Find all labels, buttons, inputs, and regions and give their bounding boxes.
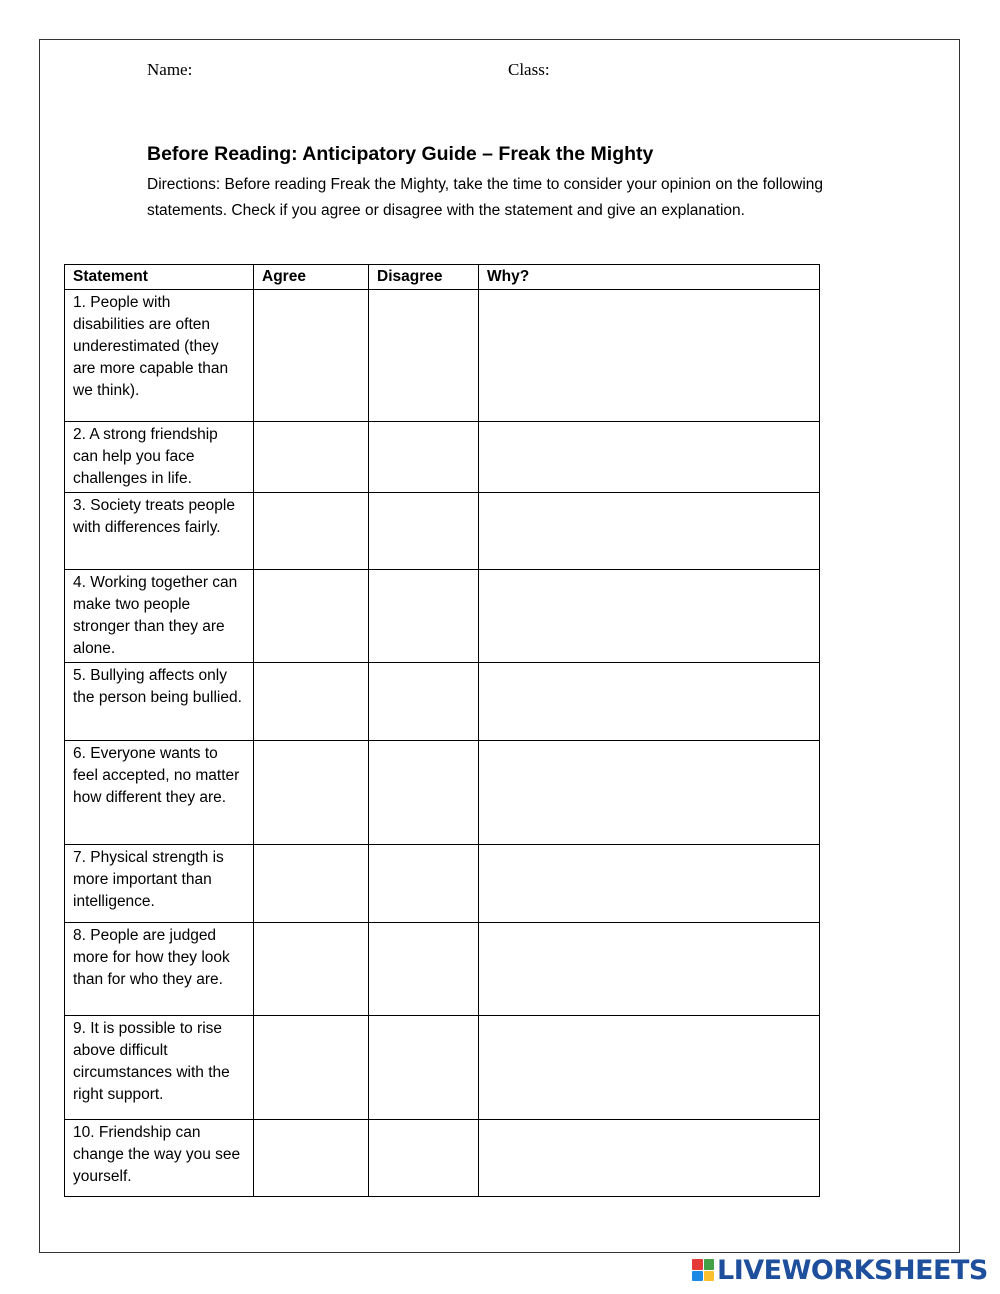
statement-cell: 4. Working together can make two people stronger than they are alone. bbox=[65, 570, 254, 663]
statement-cell: 7. Physical strength is more important than intelligence. bbox=[65, 845, 254, 923]
table-row bbox=[65, 290, 820, 422]
table-header-row bbox=[65, 265, 820, 290]
statement-cell: 3. Society treats people with differences fairly. bbox=[65, 493, 254, 570]
column-header-statement: Statement bbox=[65, 265, 254, 290]
disagree-cell[interactable] bbox=[369, 1016, 479, 1120]
table-row bbox=[65, 1016, 820, 1120]
agree-cell[interactable] bbox=[254, 493, 369, 570]
liveworksheets-logo[interactable] bbox=[692, 1256, 988, 1284]
why-cell[interactable] bbox=[479, 663, 820, 741]
agree-cell[interactable] bbox=[254, 570, 369, 663]
liveworksheets-logo-text: LIVEWORKSHEETS bbox=[717, 1254, 988, 1286]
liveworksheets-logo-icon bbox=[692, 1259, 714, 1281]
agree-cell[interactable] bbox=[254, 290, 369, 422]
disagree-cell[interactable] bbox=[369, 1120, 479, 1197]
disagree-cell[interactable] bbox=[369, 923, 479, 1016]
table-row bbox=[65, 845, 820, 923]
why-cell[interactable] bbox=[479, 493, 820, 570]
disagree-cell[interactable] bbox=[369, 570, 479, 663]
why-cell[interactable] bbox=[479, 845, 820, 923]
statement-cell: 10. Friendship can change the way you see yourself. bbox=[65, 1120, 254, 1197]
table-row bbox=[65, 570, 820, 663]
agree-cell[interactable] bbox=[254, 845, 369, 923]
statement-cell: 2. A strong friendship can help you face challenges in life. bbox=[65, 422, 254, 493]
statement-cell: 5. Bullying affects only the person being bullied. bbox=[65, 663, 254, 741]
why-cell[interactable] bbox=[479, 422, 820, 493]
table-row bbox=[65, 422, 820, 493]
column-header-why: Why? bbox=[479, 265, 820, 290]
directions-text: Directions: Before reading Freak the Mighty, take the time to consider your opinion on the following statements. Check if you agree or disagree with the statement and give an explanation. bbox=[147, 176, 824, 219]
why-cell[interactable] bbox=[479, 290, 820, 422]
disagree-cell[interactable] bbox=[369, 493, 479, 570]
column-header-disagree: Disagree bbox=[369, 265, 479, 290]
disagree-cell[interactable] bbox=[369, 663, 479, 741]
agree-cell[interactable] bbox=[254, 741, 369, 845]
why-cell[interactable] bbox=[479, 741, 820, 845]
why-cell[interactable] bbox=[479, 1016, 820, 1120]
column-header-agree: Agree bbox=[254, 265, 369, 290]
agree-cell[interactable] bbox=[254, 923, 369, 1016]
agree-cell[interactable] bbox=[254, 422, 369, 493]
disagree-cell[interactable] bbox=[369, 845, 479, 923]
table-row bbox=[65, 493, 820, 570]
why-cell[interactable] bbox=[479, 570, 820, 663]
name-label: Name: bbox=[147, 60, 193, 79]
class-label: Class: bbox=[508, 60, 550, 79]
table-row bbox=[65, 923, 820, 1016]
table-row bbox=[65, 1120, 820, 1197]
why-cell[interactable] bbox=[479, 1120, 820, 1197]
disagree-cell[interactable] bbox=[369, 422, 479, 493]
statement-cell: 8. People are judged more for how they look than for who they are. bbox=[65, 923, 254, 1016]
agree-cell[interactable] bbox=[254, 1120, 369, 1197]
page-title: Before Reading: Anticipatory Guide – Freak the Mighty bbox=[147, 143, 654, 165]
table-row bbox=[65, 741, 820, 845]
agree-cell[interactable] bbox=[254, 1016, 369, 1120]
table-row bbox=[65, 663, 820, 741]
statement-cell: 9. It is possible to rise above difficult circumstances with the right support. bbox=[65, 1016, 254, 1120]
anticipatory-guide-table bbox=[64, 264, 820, 1197]
disagree-cell[interactable] bbox=[369, 290, 479, 422]
agree-cell[interactable] bbox=[254, 663, 369, 741]
disagree-cell[interactable] bbox=[369, 741, 479, 845]
statement-cell: 6. Everyone wants to feel accepted, no matter how different they are. bbox=[65, 741, 254, 845]
statement-cell: 1. People with disabilities are often underestimated (they are more capable than we think). bbox=[65, 290, 254, 422]
why-cell[interactable] bbox=[479, 923, 820, 1016]
